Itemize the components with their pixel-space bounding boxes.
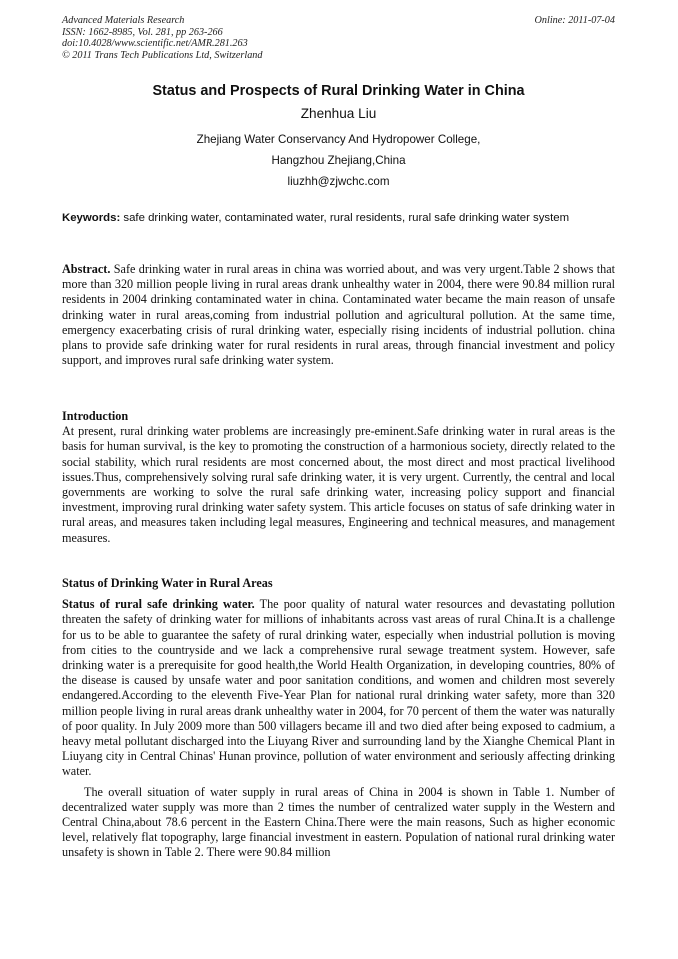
online-date: Online: 2011-07-04 xyxy=(534,15,615,26)
journal-copyright: © 2011 Trans Tech Publications Ltd, Switzerland xyxy=(62,49,263,61)
paper-title: Status and Prospects of Rural Drinking Water in China xyxy=(152,83,525,99)
journal-issn: ISSN: 1662-8985, Vol. 281, pp 263-266 xyxy=(62,26,223,38)
status-subheading: Status of rural safe drinking water. xyxy=(62,597,255,612)
status-section xyxy=(62,576,615,861)
introduction-text: At present, rural drinking water problems are increasingly pre-eminent.Safe drinking water in rural areas is the basis for human survival, is the key to promoting the construction of a harmonious society, directly related to the social stability, which rural residents are most concerned about, the most direct and most practical livelihood issues.Thus, comprehensively solving rural safe drinking water, it is very urgent. Currently, the central and local governments are working to solve the rural safe drinking water, increasing policy support and financial investment, improving rural drinking water safety system. This article focuses on status of safe drinking water in rural areas, and measures taken including legal measures, Engineering and technical measures, and management measures. xyxy=(62,424,615,545)
keywords-text: safe drinking water, contaminated water, rural residents, rural safe drinking water system xyxy=(123,212,570,224)
keywords xyxy=(62,211,615,225)
status-paragraph-1: The poor quality of natural water resources and devastating pollution threaten the safety of drinking water for millions of inhabitants across vast areas of rural China.It is a challenge for us to be able to guarantee the safety of rural drinking water, especially when industrial pollution is moving from cities to the countryside and we lack a comprehensive rural sewage treatment system. However, safe drinking water is a prerequisite for good health,the World Health Organization, in developing countries, 80% of the disease is caused by unsafe water and poor sanitation conditions, and women and children most severely endangered.According to the eleventh Five-Year Plan for national rural drinking water safety, more than 320 million people living in rural areas drank unhealthy water in 2004, for 70 percent of them the water was naturally of poor quality. In July 2009 more than 500 villagers became ill and two died after being exposed to cadmium, a heavy metal pollutant discharged into the Liuyang River and surrounding land by the Xianghe Chemical Plant in Liuyang city in Central Chinas' Hunan province, pollution of water environment and seriously affecting drinking water. xyxy=(62,597,615,779)
affiliation-line-1: Zhejiang Water Conservancy And Hydropower College, xyxy=(196,133,481,146)
abstract-label: Abstract. xyxy=(62,262,111,276)
introduction-heading: Introduction xyxy=(62,409,129,423)
status-heading: Status of Drinking Water in Rural Areas xyxy=(62,576,273,590)
paper-author: Zhenhua Liu xyxy=(300,106,377,121)
status-paragraph-2: The overall situation of water supply in rural areas of China in 2004 is shown in Table 1. Number of decentralized water supply was more than 2 times the number of centralized water supply in the Western and Central China,about 78.6 percent in the Eastern China.There were the main reasons, Such as higher economic level, relatively flat topography, large financial investment in eastern. Population of national rural drinking water unsafety is shown in Table 2. There were 90.84 million xyxy=(62,784,615,860)
journal-name: Advanced Materials Research xyxy=(62,15,185,26)
keywords-label: Keywords: xyxy=(62,212,121,224)
introduction-section xyxy=(62,409,615,546)
abstract-text: Safe drinking water in rural areas in china was worried about, and was very urgent.Table 2 shows that more than 320 million people living in rural areas drank unhealthy water in 2004, there were 90.84 million rural residents in 2004 drinking contaminated water in china. Contaminated water became the main reason of unsafe drinking water in rural areas,coming from industrial pollution and agricultural pollution. At the same time, emergency exacerbating crisis of rural drinking water, especially rising incidents of industrial pollution. china plans to provide safe drinking water for rural residents in rural areas, through financial investment and policy support, and improves rural safe drinking water system. xyxy=(62,262,616,368)
journal-header xyxy=(62,15,615,61)
affiliation-line-2: Hangzhou Zhejiang,China xyxy=(271,154,406,167)
author-email: liuzhh@zjwchc.com xyxy=(287,175,390,188)
journal-doi: doi:10.4028/www.scientific.net/AMR.281.263 xyxy=(62,38,248,50)
abstract xyxy=(62,262,615,368)
